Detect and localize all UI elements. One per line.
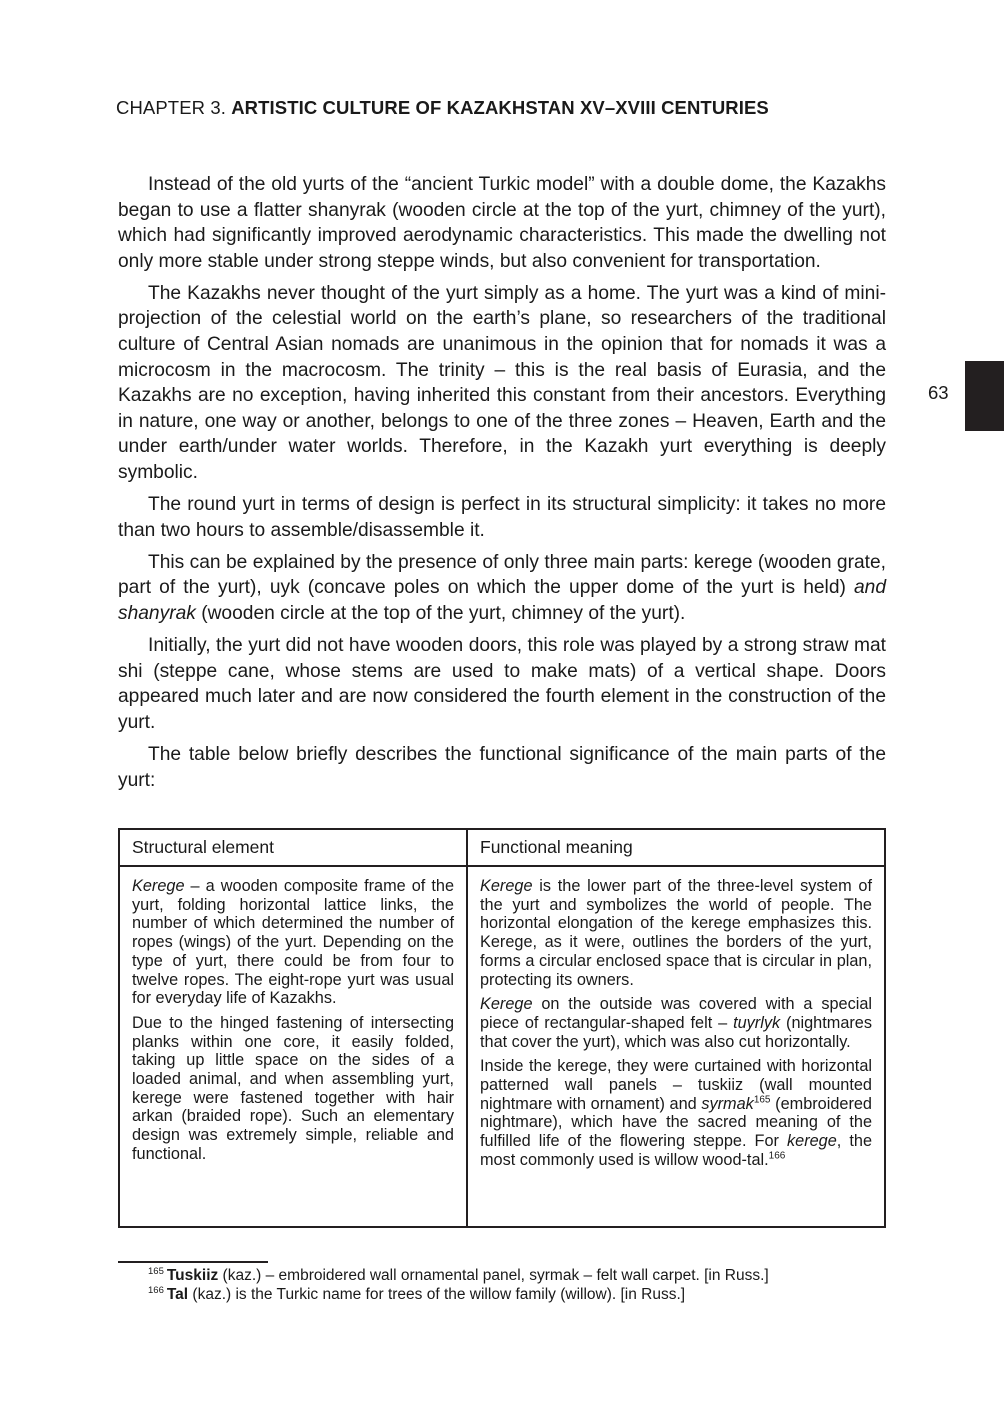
paragraph-4 xyxy=(118,550,886,627)
functional-para-1 xyxy=(480,877,872,989)
paragraph-5: Initially, the yurt did not have wooden doors, this role was played by a strong straw mat shi (steppe cane, whose stems are used to make mats) of a vertical shape. Doors appeared much later and are now considered the fourth element in the construction of the yurt. xyxy=(118,635,886,733)
functional-para-2 xyxy=(480,995,872,1051)
footnote-number: 165 xyxy=(148,1265,164,1277)
footnote-term: Tuskiiz xyxy=(166,1267,219,1284)
footnote-divider xyxy=(118,1261,268,1263)
functional-meaning-cell xyxy=(467,866,885,1227)
footnote-text: (kaz.) – embroidered wall ornamental panel, syrmak – felt wall carpet. [in Russ.] xyxy=(218,1267,769,1284)
footnote-text: (kaz.) is the Turkic name for trees of the willow family (willow). [in Russ.] xyxy=(188,1286,686,1303)
functional-para-3 xyxy=(480,1057,872,1169)
paragraph-4-text-b: (wooden circle at the top of the yurt, chimney of the yurt). xyxy=(195,603,686,624)
term-kerege: Kerege xyxy=(480,877,533,895)
chapter-label: CHAPTER 3. xyxy=(116,97,226,118)
functional-text-2b: (nightmares that cover the yurt), which was also cut horizontally. xyxy=(480,1013,872,1051)
yurt-parts-table xyxy=(118,828,886,1228)
term-tuyrlyk: tuyrlyk xyxy=(733,1013,781,1032)
structural-element-cell xyxy=(119,866,467,1227)
table-row xyxy=(119,866,885,1227)
paragraph-4-text-a: This can be explained by the presence of only three main parts: kerege (wooden grate, part of the yurt), uyk (concave poles on which the upper dome of the yurt is held) xyxy=(118,551,886,599)
term-kerege: Kerege xyxy=(480,995,533,1014)
paragraph-4-italic: and shanyrak xyxy=(118,577,886,624)
col-header-functional-meaning: Functional meaning xyxy=(467,829,885,866)
structural-text-1: – a wooden composite frame of the yurt, folding horizontal lattice links, the number of which determined the number of ropes (wings) of the yurt. Depending on the type of yurt, there could be from four to twelve ropes. The eight-rope yurt was usual for everyday life of Kazakhs. xyxy=(132,877,454,1008)
col-header-structural-element: Structural element xyxy=(119,829,467,866)
page-number: 63 xyxy=(928,382,949,403)
table-header-row xyxy=(119,829,885,866)
functional-text-2a: on the outside was covered with a special piece of rectangular-shaped felt – xyxy=(480,995,872,1032)
body-text xyxy=(118,172,886,800)
structural-para-1 xyxy=(132,877,454,1008)
paragraph-1: Instead of the old yurts of the “ancient Turkic model” with a double dome, the Kazakhs began to use a flatter shanyrak (wooden circle at the top of the yurt, chimney of the yurt), which had significantly improved aerodynamic characteristics. This made the dwelling not only more stable under strong steppe winds, but also convenient for transportation. xyxy=(118,174,886,272)
functional-text-3b: (embroidered nightmare), which have the sacred meaning of the fulfilled life of the flowering steppe. For xyxy=(480,1094,872,1151)
running-header xyxy=(116,97,896,119)
term-kerege: Kerege xyxy=(132,877,185,895)
footnote-term: Tal xyxy=(166,1286,189,1303)
paragraph-6: The table below briefly describes the functional significance of the main parts of the yurt: xyxy=(118,743,886,791)
functional-text-3c: , the most commonly used is willow wood-tal. xyxy=(480,1132,872,1169)
paragraph-2: The Kazakhs never thought of the yurt simply as a home. The yurt was a kind of mini-projection of the celestial world on the earth’s plane, so researchers of the traditional culture of Central Asian nomads are unanimous in the opinion that for nomads it was a microcosm in the macrocosm. The trinity – this is the real basis of Eurasia, and the Kazakhs are no exception, having inherited this constant from their ancestors. Everything in nature, one way or another, belongs to one of the three zones – Heaven, Earth and the under earth/under water worlds. Therefore, in the Kazakh yurt everything is deeply symbolic. xyxy=(118,282,886,484)
footnote-number: 166 xyxy=(148,1284,164,1296)
page-edge-tab xyxy=(965,361,1004,431)
footnote-165 xyxy=(148,1266,908,1285)
functional-text-1: is the lower part of the three-level system of the yurt and symbolizes the world of people. The horizontal elongation of the kerege emphasizes this. Kerege, as it were, outlines the borders of the yurt, forms a circular enclosed space that is circular in plan, protecting its owners. xyxy=(480,877,872,989)
term-kerege: kerege xyxy=(787,1132,837,1151)
paragraph-3: The round yurt in terms of design is perfect in its structural simplicity: it takes no more than two hours to assemble/disassemble it. xyxy=(118,494,886,541)
footnote-166 xyxy=(148,1285,908,1304)
structural-para-2: Due to the hinged fastening of intersecting planks within one core, it easily folded, taking up little space on the sides of a loaded animal, and when assembling yurt, kerege were fastened together with hair arkan (braided rope). Such an elementary design was extremely simple, reliable and functional. xyxy=(132,1013,454,1163)
footnotes xyxy=(148,1266,908,1304)
term-syrmak: syrmak xyxy=(701,1094,754,1113)
functional-text-3a: Inside the kerege, they were curtained with horizontal patterned wall panels – tuskiiz (wall mounted nightmare with ornament) and xyxy=(480,1057,872,1113)
chapter-title: ARTISTIC CULTURE OF KAZAKHSTAN XV–XVIII CENTURIES xyxy=(231,97,769,118)
footnote-ref-166[interactable]: 166 xyxy=(768,1150,786,1162)
footnote-ref-165[interactable]: 165 xyxy=(753,1094,771,1106)
